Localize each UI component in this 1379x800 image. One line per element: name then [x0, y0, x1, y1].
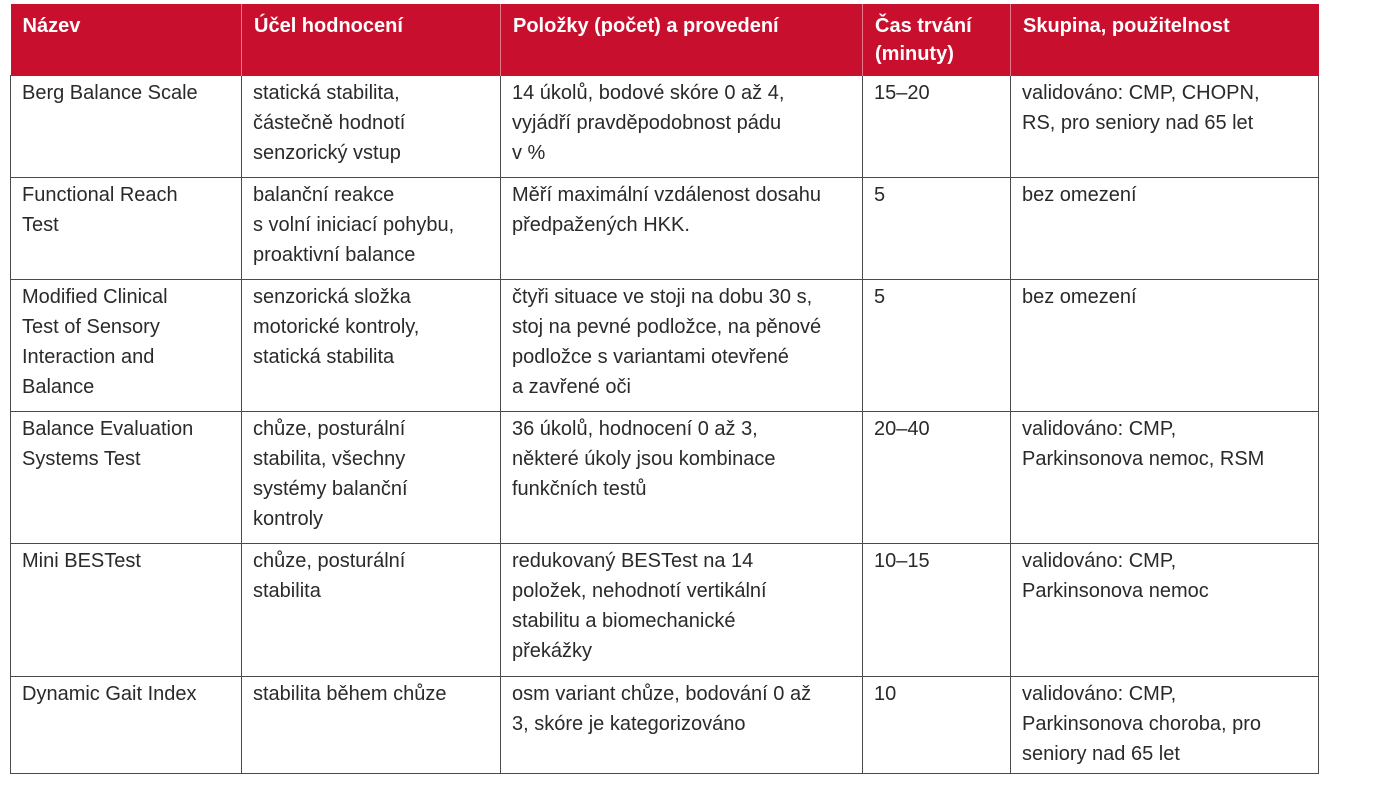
- cell-items: Měří maximální vzdálenost dosahu předpažených HKK.: [501, 178, 863, 280]
- cell-purpose: senzorická složka motorické kontroly, statická stabilita: [242, 280, 501, 412]
- cell-items: redukovaný BESTest na 14 položek, nehodnotí vertikální stabilitu a biomechanické překážky: [501, 544, 863, 677]
- cell-name: Balance Evaluation Systems Test: [11, 412, 242, 544]
- table-row: [11, 412, 1319, 544]
- cell-group: validováno: CMP, Parkinsonova nemoc: [1011, 544, 1319, 677]
- cell-duration: 10–15: [863, 544, 1011, 677]
- header-row: [11, 4, 1319, 76]
- cell-group: bez omezení: [1011, 178, 1319, 280]
- header-purpose: Účel hodnocení: [242, 4, 501, 76]
- header-group: Skupina, použitelnost: [1011, 4, 1319, 76]
- cell-duration: 5: [863, 280, 1011, 412]
- cell-name: Modified Clinical Test of Sensory Interaction and Balance: [11, 280, 242, 412]
- cell-items: 36 úkolů, hodnocení 0 až 3, některé úkoly jsou kombinace funkčních testů: [501, 412, 863, 544]
- cell-duration: 15–20: [863, 76, 1011, 178]
- header-items: Položky (počet) a provedení: [501, 4, 863, 76]
- cell-group: validováno: CMP, Parkinsonova choroba, pro seniory nad 65 let: [1011, 677, 1319, 774]
- cell-duration: 5: [863, 178, 1011, 280]
- table-row: [11, 76, 1319, 178]
- cell-items: čtyři situace ve stoji na dobu 30 s, stoj na pevné podložce, na pěnové podložce s variantami otevřené a zavřené oči: [501, 280, 863, 412]
- cell-group: validováno: CMP, CHOPN, RS, pro seniory nad 65 let: [1011, 76, 1319, 178]
- cell-group: validováno: CMP, Parkinsonova nemoc, RSM: [1011, 412, 1319, 544]
- balance-tests-table: [10, 4, 1319, 774]
- table-header: [11, 4, 1319, 76]
- table-row: [11, 677, 1319, 774]
- cell-purpose: chůze, posturální stabilita, všechny systémy balanční kontroly: [242, 412, 501, 544]
- cell-duration: 20–40: [863, 412, 1011, 544]
- table-body: [11, 76, 1319, 774]
- table-row: [11, 544, 1319, 677]
- cell-group: bez omezení: [1011, 280, 1319, 412]
- cell-name: Functional Reach Test: [11, 178, 242, 280]
- cell-purpose: statická stabilita, částečně hodnotí senzorický vstup: [242, 76, 501, 178]
- cell-name: Dynamic Gait Index: [11, 677, 242, 774]
- cell-purpose: balanční reakce s volní iniciací pohybu, proaktivní balance: [242, 178, 501, 280]
- cell-name: Berg Balance Scale: [11, 76, 242, 178]
- cell-duration: 10: [863, 677, 1011, 774]
- cell-purpose: chůze, posturální stabilita: [242, 544, 501, 677]
- cell-name: Mini BESTest: [11, 544, 242, 677]
- table-row: [11, 280, 1319, 412]
- table-row: [11, 178, 1319, 280]
- cell-items: 14 úkolů, bodové skóre 0 až 4, vyjádří pravděpodobnost pádu v %: [501, 76, 863, 178]
- cell-items: osm variant chůze, bodování 0 až 3, skóre je kategorizováno: [501, 677, 863, 774]
- header-name: Název: [11, 4, 242, 76]
- balance-tests-table-wrapper: [10, 4, 1318, 774]
- header-duration: Čas trvání (minuty): [863, 4, 1011, 76]
- cell-purpose: stabilita během chůze: [242, 677, 501, 774]
